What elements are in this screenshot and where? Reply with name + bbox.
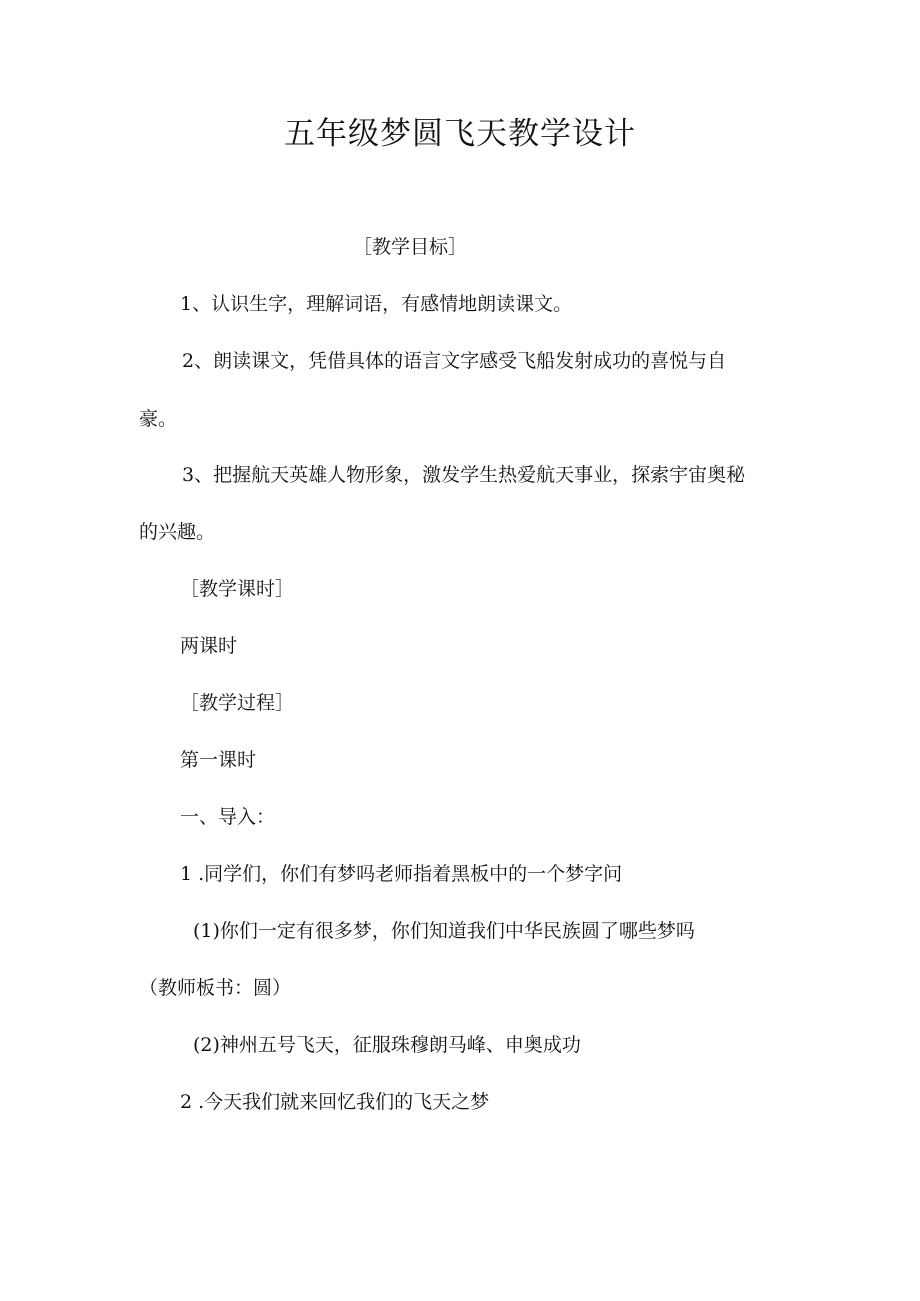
objective-item-3-line-2: 的兴趣。 bbox=[139, 521, 216, 543]
first-lesson-label: 第一课时 bbox=[180, 749, 257, 771]
step-1-sub-2: (2)神州五号飞天，征服珠穆朗马峰、申奥成功 bbox=[193, 1034, 581, 1056]
process-heading: ［教学过程］ bbox=[180, 692, 295, 714]
objective-item-2-line-2: 豪。 bbox=[139, 408, 178, 430]
step-1-sub-1: (1)你们一定有很多梦，你们知道我们中华民族圆了哪些梦吗 bbox=[193, 920, 695, 942]
objective-item-2-line-1: 2、朗读课文，凭借具体的语言文字感受飞船发射成功的喜悦与自 bbox=[182, 350, 727, 372]
step-2: 2 .今天我们就来回忆我们的飞天之梦 bbox=[180, 1091, 490, 1113]
objectives-heading: ［教学目标］ bbox=[353, 236, 468, 258]
document-title: 五年级梦圆飞天教学设计 bbox=[284, 116, 636, 152]
lesson-time-value: 两课时 bbox=[180, 635, 238, 657]
section-intro: 一、导入： bbox=[180, 806, 276, 828]
step-1-sub-1-note: （教师板书：圆） bbox=[139, 977, 292, 999]
step-1: 1 .同学们，你们有梦吗老师指着黑板中的一个梦字问 bbox=[180, 863, 623, 885]
objective-item-1: 1、认识生字，理解词语，有感情地朗读课文。 bbox=[180, 293, 573, 315]
objective-item-3-line-1: 3、把握航天英雄人物形象，激发学生热爱航天事业，探索宇宙奥秘 bbox=[182, 464, 746, 486]
lesson-time-heading: ［教学课时］ bbox=[180, 578, 295, 600]
